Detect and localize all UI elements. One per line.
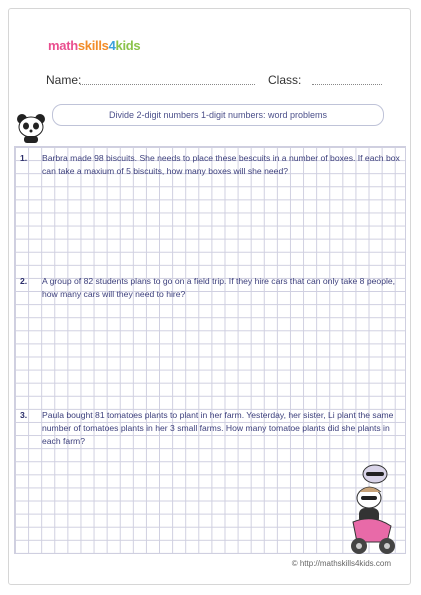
problem-3 [20, 409, 400, 448]
problem-number: 3. [20, 410, 28, 420]
name-field[interactable] [80, 84, 255, 85]
problem-number: 1. [20, 153, 28, 163]
problem-text: Paula bought 81 tomatoes plants to plant in her farm. Yesterday, her sister, Li plant the same number of tomatoes plants in her 3 small farms. How many tomatoe plants did she plants in each farm? [42, 410, 394, 446]
brand-logo: mathskills4kids [48, 38, 141, 53]
problem-text: Barbra made 98 biscuits. She needs to place these bescuits in a number of boxes. If each box can take a maxium of 5 biscuits, how many boxes will she need? [42, 153, 400, 176]
problem-text: A group of 82 students plans to go on a field trip. If they hire cars that can only take 8 people, how many cars will they need to hire? [42, 276, 396, 299]
class-label: Class: [268, 73, 302, 87]
panda-scooter-illustration [345, 462, 401, 558]
worksheet-title: Divide 2-digit numbers 1-digit numbers: word problems [52, 104, 384, 126]
class-field[interactable] [312, 84, 382, 85]
panda-icon [14, 112, 48, 144]
problem-number: 2. [20, 276, 28, 286]
footer-url: © http://mathskills4kids.com [291, 559, 391, 568]
problem-2 [20, 275, 400, 301]
problem-1 [20, 152, 400, 178]
name-label: Name: [46, 73, 82, 87]
